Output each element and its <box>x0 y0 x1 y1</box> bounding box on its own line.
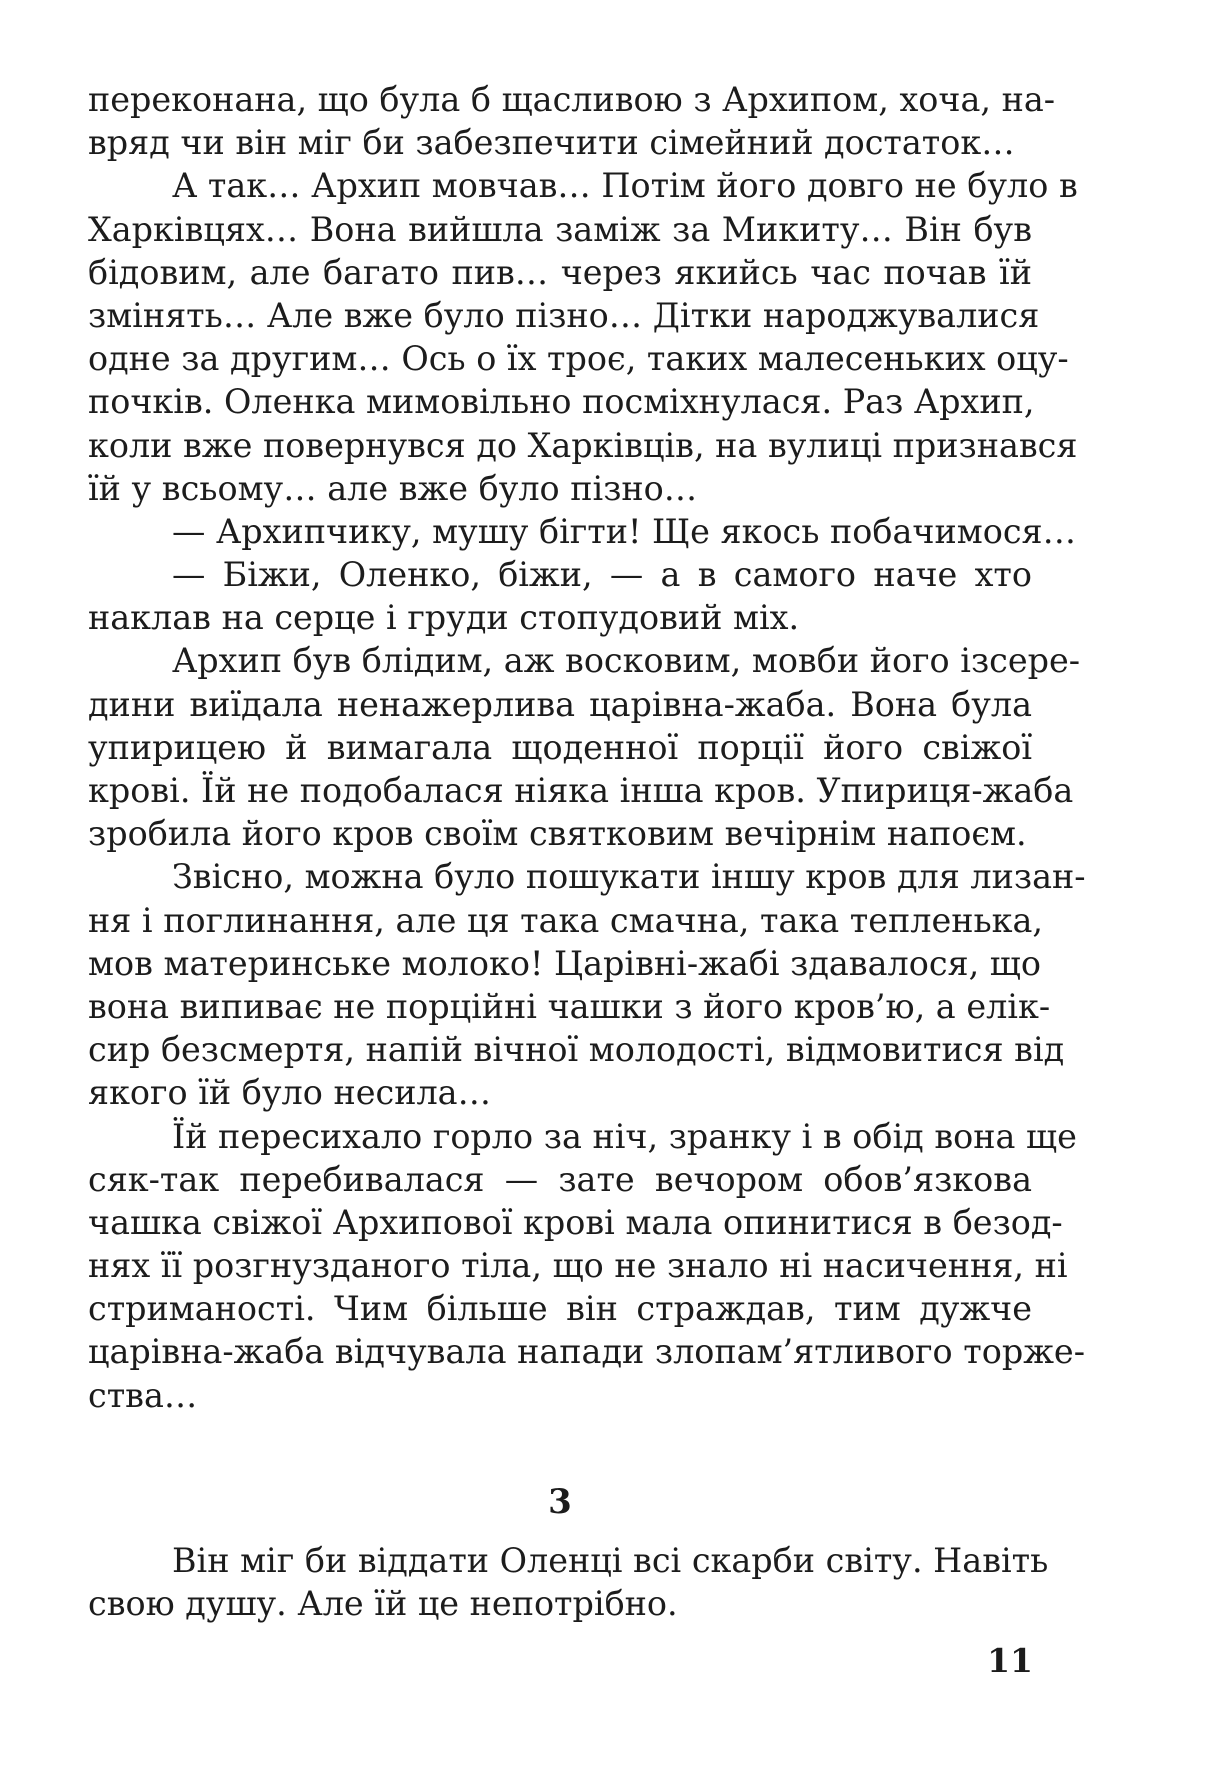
text-line: вона випиває не порційні чашки з його кров’ю, а елік- <box>88 986 1051 1026</box>
text-line: стриманості. Чим більше він страждав, тим дужче <box>88 1289 1032 1329</box>
text-line: мов материнське молоко! Царівні-жабі здавалося, що <box>88 943 1041 983</box>
text-line: — Архипчику, мушу бігти! Ще якось побачимося… <box>172 511 1076 551</box>
text-line: коли вже повернувся до Харківців, на вулиці признався <box>88 425 1078 465</box>
text-line: чашка свіжої Архипової крові мала опинитися в безод- <box>88 1202 1063 1242</box>
text-line: царівна-жаба відчувала напади злопам’ятливого торже- <box>88 1332 1085 1372</box>
text-line: сир безсмертя, напій вічної молодості, відмовитися від <box>88 1030 1065 1070</box>
text-line: — Біжи, Оленко, біжи, — а в самого наче хто <box>172 555 1032 595</box>
page-text <box>88 78 1086 1625</box>
text-line: Звісно, можна було пошукати іншу кров для лизан- <box>172 857 1086 897</box>
text-line: вряд чи він міг би забезпечити сімейний достаток… <box>88 123 1015 163</box>
text-line: бідовим, але багато пив… через якийсь час почав їй <box>88 252 1032 292</box>
text-line: змінять… Але вже було пізно… Дітки народжувалися <box>88 295 1040 335</box>
text-line: А так… Архип мовчав… Потім його довго не було в <box>172 166 1078 206</box>
text-line: крові. Їй не подобалася ніяка інша кров. Упириця-жаба <box>88 771 1074 810</box>
chapter-paragraph <box>88 1539 1049 1625</box>
text-line: Харківцях… Вона вийшла заміж за Микиту… Він був <box>88 209 1032 249</box>
text-line: Архип був блідим, аж восковим, мовби його ізсере- <box>172 641 1081 681</box>
text-line: почків. Оленка мимовільно посміхнулася. Раз Архип, <box>88 382 1035 422</box>
page-number: 11 <box>987 1641 1033 1680</box>
text-line: нях її розгнузданого тіла, що не знало ні насичення, ні <box>88 1246 1068 1286</box>
text-line: одне за другим… Ось о їх троє, таких малесеньких оцу- <box>88 339 1069 379</box>
text-line: сяк-так перебивалася — зате вечором обов’язкова <box>88 1159 1032 1199</box>
text-line: якого їй було несила… <box>88 1073 491 1113</box>
text-line: Він міг би віддати Оленці всі скарби світу. Навіть <box>172 1540 1049 1580</box>
text-line: наклав на серце і груди стопудовий міх. <box>88 598 800 638</box>
text-line: Їй пересихало горло за ніч, зранку і в обід вона ще <box>172 1116 1077 1156</box>
text-line: їй у всьому… але вже було пізно… <box>88 468 698 508</box>
text-line: ства… <box>88 1375 198 1415</box>
text-line: зробила його кров своїм святковим вечірнім напоєм. <box>88 814 1027 854</box>
text-line: свою душу. Але їй це непотрібно. <box>88 1584 678 1623</box>
text-line: ня і поглинання, але ця така смачна, така тепленька, <box>88 900 1044 940</box>
text-line: дини виїдала ненажерлива царівна-жаба. Вона була <box>88 684 1032 724</box>
text-line: упирицею й вимагала щоденної порції його свіжої <box>88 727 1032 767</box>
chapter-heading: 3 <box>548 1481 572 1522</box>
text-line: переконана, що була б щасливою з Архипом, хоча, на- <box>88 80 1056 119</box>
